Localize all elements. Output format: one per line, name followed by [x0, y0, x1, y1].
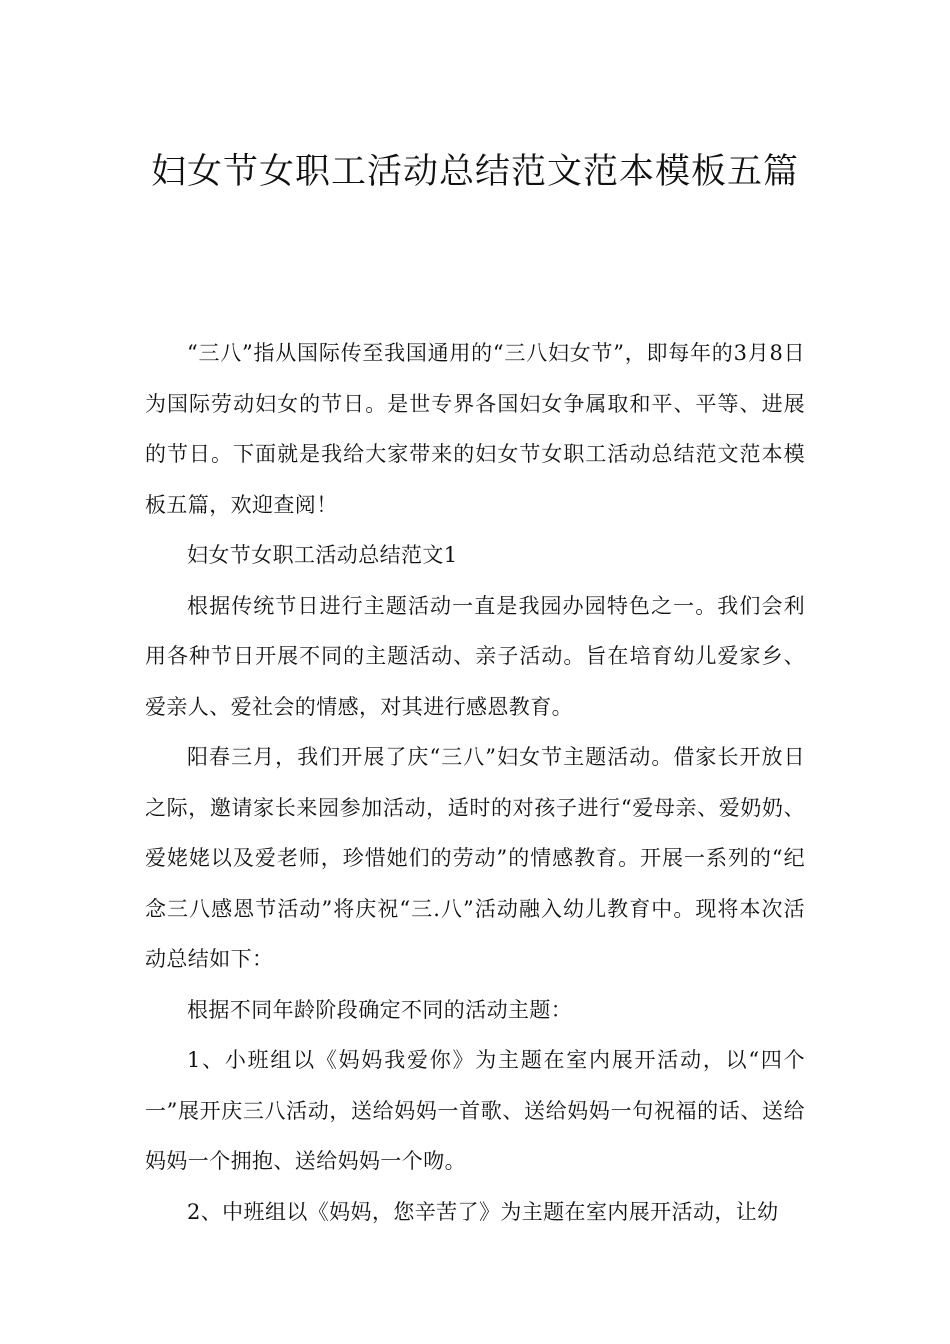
paragraph-age-groups: 根据不同年龄阶段确定不同的活动主题： — [187, 997, 573, 1022]
paragraph-tradition: 根据传统节日进行主题活动一直是我园办园特色之一。我们会利用各种节日开展不同的主题活动、亲子活动。旨在培育幼儿爱家乡、爱亲人、爱社会的情感，对其进行感恩教育。 — [145, 593, 805, 719]
paragraph-middle-class: 2、中班组以《妈妈，您辛苦了》为主题在室内展开活动，让幼 — [187, 1199, 779, 1224]
paragraph-march-activity: 阳春三月，我们开展了庆“三八”妇女节主题活动。借家长开放日之际，邀请家长来园参加活动，适时的对孩子进行“爱母亲、爱奶奶、爱姥姥以及爱老师，珍惜她们的劳动”的情感教育。开展一系列的“纪念三八感恩节活动”将庆祝“三.八”活动融入幼儿教育中。现将本次活动总结如下： — [145, 745, 805, 971]
section-heading-1: 妇女节女职工活动总结范文1 — [187, 543, 458, 567]
paragraph-small-class: 1、小班组以《妈妈我爱你》为主题在室内展开活动，以“四个一”展开庆三八活动，送给妈妈一首歌、送给妈妈一句祝福的话、送给妈妈一个拥抱、送给妈妈一个吻。 — [145, 1048, 805, 1173]
intro-paragraph: “三八”指从国际传至我国通用的“三八妇女节”，即每年的3月8日为国际劳动妇女的节日。是世专界各国妇女争属取和平、平等、进展的节日。下面就是我给大家带来的妇女节女职工活动总结范文范本模板五篇，欢迎查阅！ — [145, 341, 805, 517]
document-title: 妇女节女职工活动总结范文范本模板五篇 — [150, 152, 799, 193]
document-body — [145, 328, 805, 1237]
